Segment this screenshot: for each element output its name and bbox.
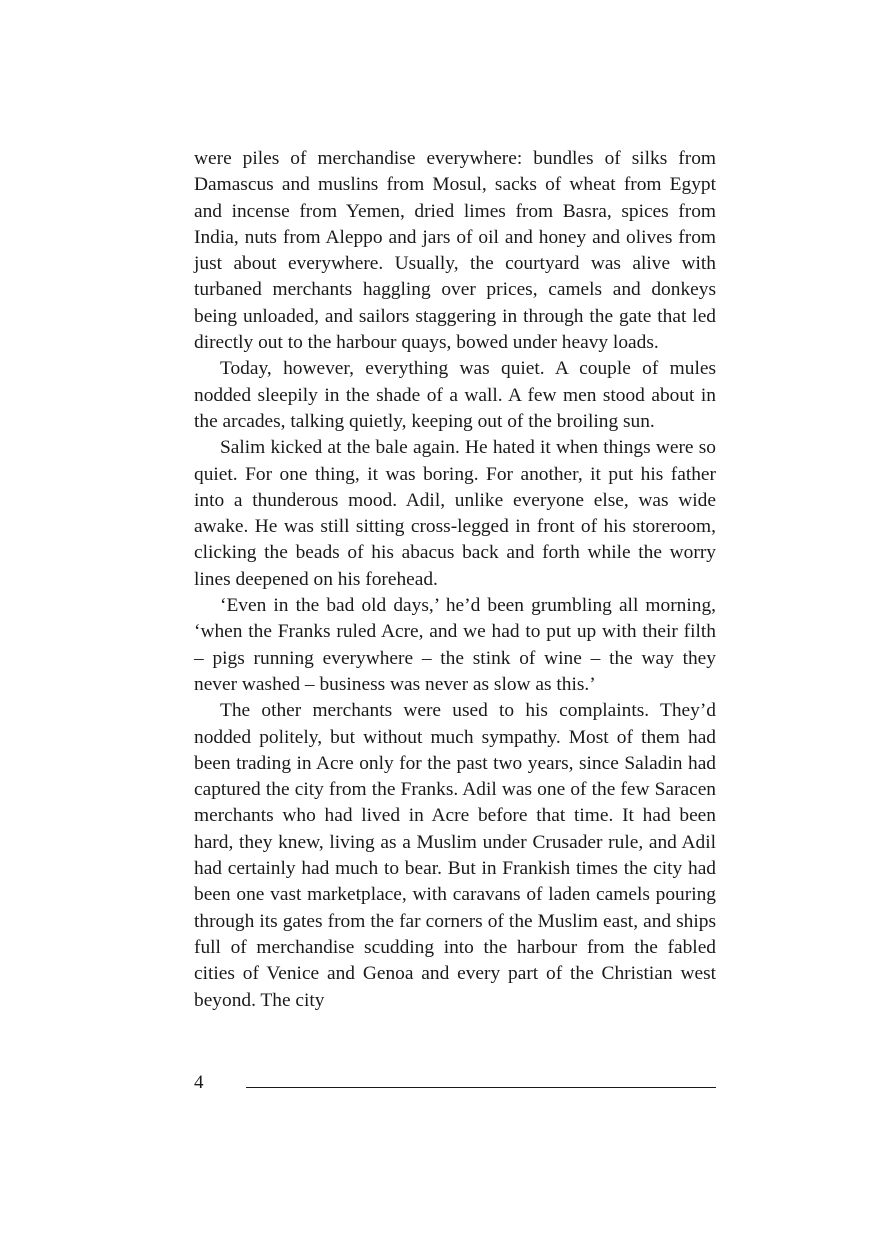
- page-footer: [194, 1070, 716, 1100]
- paragraph: Salim kicked at the bale again. He hated it when things were so quiet. For one thing, it was boring. For another, it put his father into a thunderous mood. Adil, unlike everyone else, was wide awake. He was still sitting cross-legged in front of his storeroom, clicking the beads of his abacus back and forth while the worry lines deepened on his forehead.: [194, 437, 716, 590]
- footer-rule: [246, 1087, 716, 1088]
- paragraph: were piles of merchandise everywhere: bundles of silks from Damascus and muslins from Mosul, sacks of wheat from Egypt and incense from Yemen, dried limes from Basra, spices from India, nuts from Aleppo and jars of oil and honey and olives from just about everywhere. Usually, the courtyard was alive with turbaned merchants haggling over prices, camels and donkeys being unloaded, and sailors staggering in through the gate that led directly out to the harbour quays, bowed under heavy loads.: [194, 148, 716, 354]
- page-number: 4: [194, 1072, 204, 1093]
- paragraph: The other merchants were used to his complaints. They’d nodded politely, but without much sympathy. Most of them had been trading in Acre only for the past two years, since Saladin had captured the city from the Franks. Adil was one of the few Saracen merchants who had lived in Acre before that time. It had been hard, they knew, living as a Muslim under Crusader rule, and Adil had certainly had much to bear. But in Frankish times the city had been one vast marketplace, with caravans of laden camels pouring through its gates from the far corners of the Muslim east, and ships full of merchandise scudding into the harbour from the fabled cities of Venice and Genoa and every part of the Christian west beyond. The city: [194, 700, 716, 1011]
- body-text: [194, 146, 716, 1014]
- paragraph: Today, however, everything was quiet. A couple of mules nodded sleepily in the shade of a wall. A few men stood about in the arcades, talking quietly, keeping out of the broiling sun.: [194, 358, 716, 432]
- paragraph: ‘Even in the bad old days,’ he’d been grumbling all morning, ‘when the Franks ruled Acre, and we had to put up with their filth – pigs running everywhere – the stink of wine – the way they never washed – business was never as slow as this.’: [194, 595, 716, 695]
